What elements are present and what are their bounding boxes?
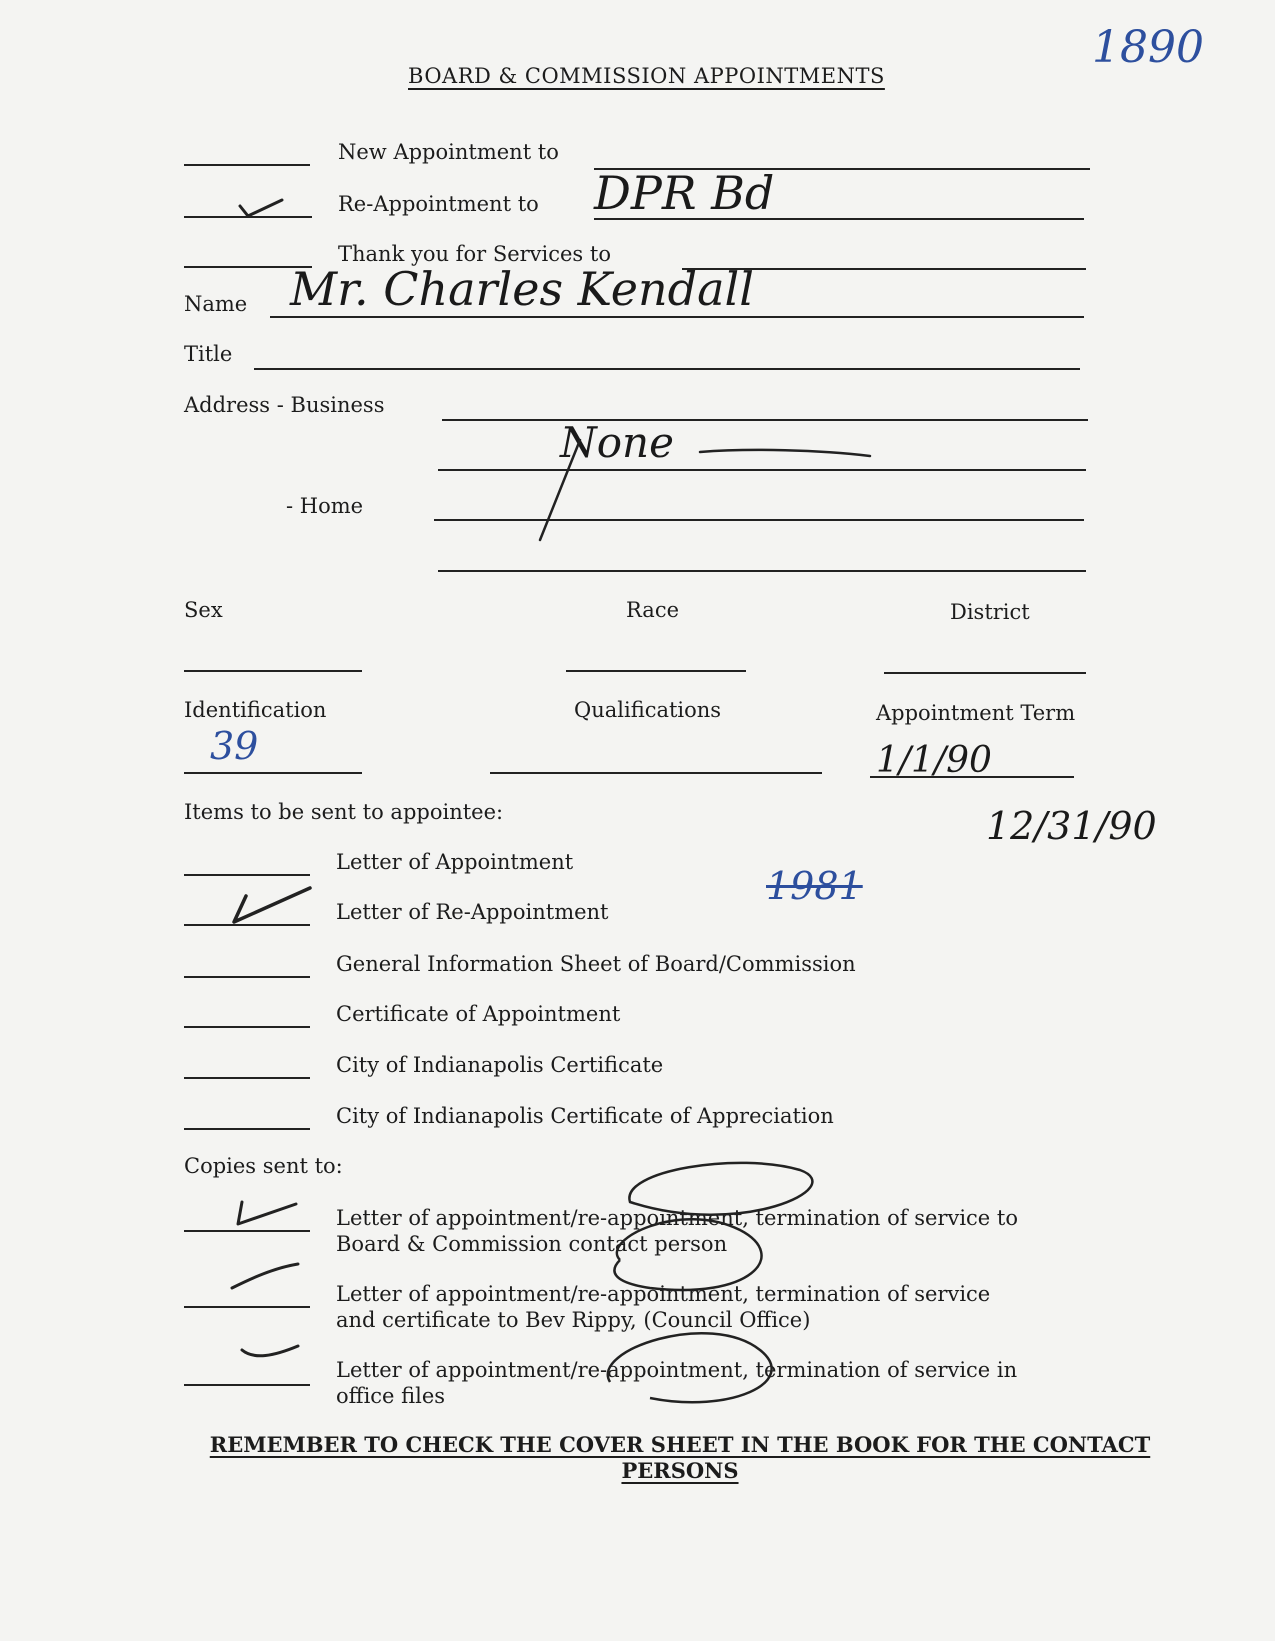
- term-start: 1/1/90: [876, 740, 992, 781]
- copy-2-check-icon: [228, 1258, 304, 1292]
- name-field[interactable]: [270, 316, 1084, 318]
- sex-label: Sex: [184, 598, 223, 622]
- address-business-line-1[interactable]: [442, 419, 1088, 421]
- item-general-info-sheet: General Information Sheet of Board/Commission: [336, 952, 856, 976]
- copy-1-line-2: Board & Commission contact person: [336, 1232, 728, 1256]
- footer-line-1: REMEMBER TO CHECK THE COVER SHEET IN THE BOOK FOR THE CONTACT: [209, 1432, 1151, 1457]
- address-business-label: Address - Business: [184, 393, 385, 417]
- new-appointment-label: New Appointment to: [338, 140, 559, 164]
- item-city-certificate-appreciation: City of Indianapolis Certificate of Appreciation: [336, 1104, 834, 1128]
- copy-3-line-2: office files: [336, 1384, 446, 1408]
- race-field[interactable]: [566, 670, 746, 672]
- copy-check-line[interactable]: [184, 1384, 310, 1386]
- copy-1-checkmark-icon: [234, 1196, 304, 1230]
- item-letter-of-reappointment: Letter of Re-Appointment: [336, 900, 609, 924]
- address-note-stroke-icon: [520, 440, 880, 550]
- qualifications-label: Qualifications: [574, 698, 722, 722]
- address-home-line-2[interactable]: [438, 570, 1086, 572]
- appointment-term-field[interactable]: [870, 776, 1074, 778]
- title-label: Title: [184, 342, 233, 366]
- form-title: BOARD & COMMISSION APPOINTMENTS: [408, 64, 885, 88]
- item-check-line[interactable]: [184, 874, 310, 876]
- address-home-label: - Home: [286, 494, 364, 518]
- item-check-line[interactable]: [184, 1128, 310, 1130]
- new-appointment-check-line[interactable]: [184, 164, 310, 166]
- thank-you-label: Thank you for Services to: [338, 242, 611, 266]
- title-field[interactable]: [254, 368, 1080, 370]
- address-note: None: [560, 418, 674, 467]
- copy-3-check-icon: [238, 1340, 304, 1366]
- name-value: Mr. Charles Kendall: [290, 262, 754, 316]
- reappointment-value: DPR Bd: [594, 166, 775, 220]
- identification-value: 39: [210, 724, 259, 768]
- item-letter-of-appointment: Letter of Appointment: [336, 850, 574, 874]
- copy-check-line[interactable]: [184, 1230, 310, 1232]
- footer-line-2: PERSONS: [621, 1458, 739, 1483]
- items-heading: Items to be sent to appointee:: [184, 800, 504, 824]
- item-check-line[interactable]: [184, 1026, 310, 1028]
- item-reappointment-checkmark-icon: [226, 884, 316, 928]
- copy-3-line-1: Letter of appointment/re-appointment, termination of service in: [336, 1358, 1018, 1382]
- identification-label: Identification: [184, 698, 327, 722]
- archive-number: 1890: [1092, 22, 1204, 73]
- reappointment-label: Re-Appointment to: [338, 192, 539, 216]
- item-city-certificate: City of Indianapolis Certificate: [336, 1053, 664, 1077]
- copy-2-line-1: Letter of appointment/re-appointment, termination of service: [336, 1282, 991, 1306]
- item-check-line[interactable]: [184, 1077, 310, 1079]
- handwritten-loop-scribble-icon: [590, 1160, 830, 1420]
- copies-heading: Copies sent to:: [184, 1154, 343, 1178]
- reappointment-field[interactable]: [594, 218, 1084, 220]
- district-label: District: [950, 600, 1030, 624]
- reappointment-checkmark-icon: [236, 196, 286, 220]
- sex-field[interactable]: [184, 670, 362, 672]
- race-label: Race: [626, 598, 680, 622]
- copy-2-line-2: and certificate to Bev Rippy, (Council Office): [336, 1308, 811, 1332]
- qualifications-field[interactable]: [490, 772, 822, 774]
- copy-1-line-1: Letter of appointment/re-appointment, termination of service to: [336, 1206, 1018, 1230]
- item-check-line[interactable]: [184, 976, 310, 978]
- appointment-term-label: Appointment Term: [876, 701, 1076, 725]
- district-field[interactable]: [884, 672, 1086, 674]
- term-end: 12/31/90: [986, 804, 1157, 848]
- name-label: Name: [184, 292, 248, 316]
- struck-year: 1981: [766, 864, 863, 908]
- item-certificate-of-appointment: Certificate of Appointment: [336, 1002, 621, 1026]
- copy-check-line[interactable]: [184, 1306, 310, 1308]
- identification-field[interactable]: [184, 772, 362, 774]
